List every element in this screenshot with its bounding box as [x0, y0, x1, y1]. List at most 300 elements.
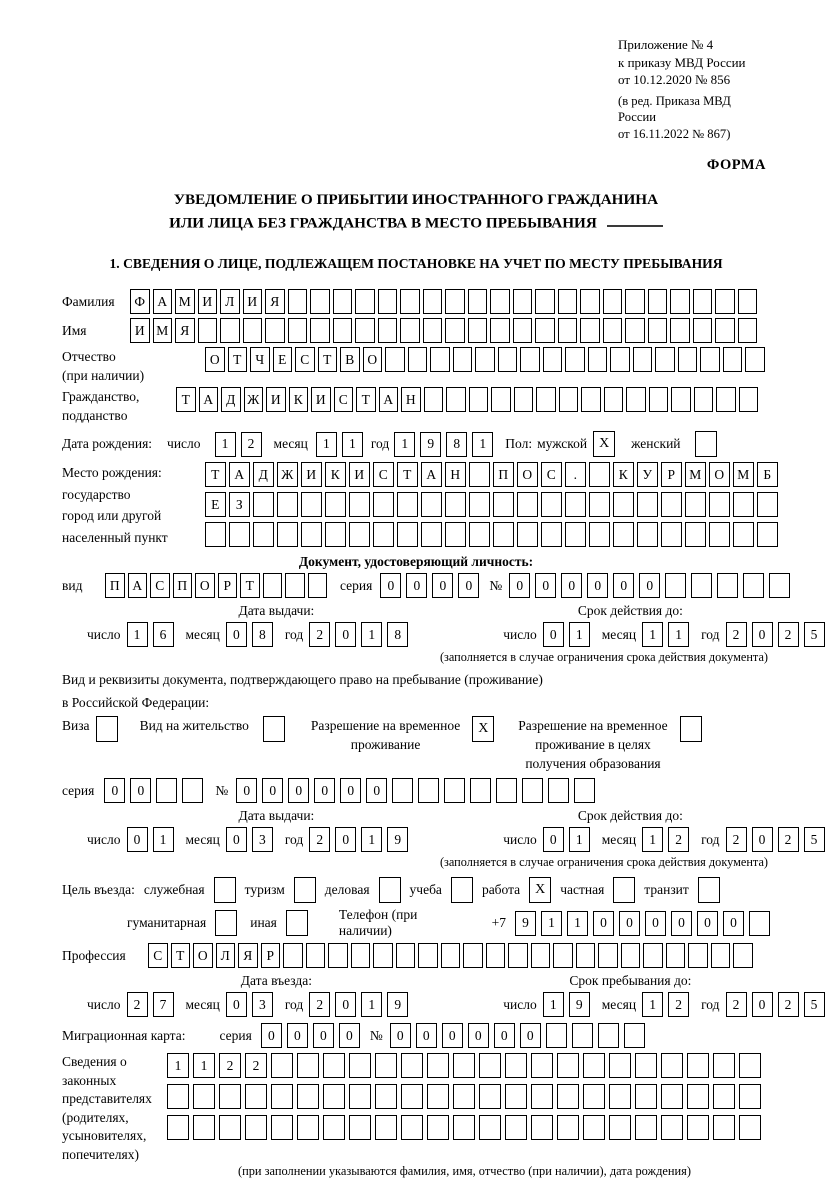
representatives-row2-cells[interactable]	[167, 1084, 762, 1109]
permit-dates-row	[62, 827, 818, 852]
cell	[635, 1115, 657, 1140]
stay-year-cells[interactable]	[726, 992, 825, 1017]
cell: И	[311, 387, 331, 412]
cell	[598, 943, 618, 968]
cell: 1	[215, 432, 236, 457]
purpose-humanitarian-checkbox[interactable]	[215, 910, 237, 936]
cell	[635, 1084, 657, 1109]
cell	[531, 1084, 553, 1109]
temp-residence-edu-checkbox[interactable]	[680, 716, 702, 742]
stay-month-cells[interactable]	[642, 992, 689, 1017]
purpose-tourism-label: туризм	[244, 882, 285, 898]
cell: 1	[569, 622, 590, 647]
purpose-study-checkbox[interactable]	[451, 877, 473, 903]
cell: А	[199, 387, 219, 412]
birthplace-row2-cells[interactable]	[205, 492, 778, 517]
cell: 1	[316, 432, 337, 457]
birth-day-cells[interactable]	[215, 432, 262, 457]
cell: И	[266, 387, 286, 412]
doc-valid-month-cells[interactable]	[642, 622, 689, 647]
cell: И	[130, 318, 150, 343]
cell	[424, 387, 444, 412]
cell: 0	[494, 1023, 515, 1048]
doc-type-label: вид	[62, 577, 83, 593]
cell	[604, 387, 624, 412]
cell	[624, 1023, 645, 1048]
permit-dates-header	[62, 808, 770, 824]
migration-card-row	[62, 1023, 770, 1048]
cell: 0	[416, 1023, 437, 1048]
cell	[421, 492, 442, 517]
cell: К	[289, 387, 309, 412]
cell: Д	[253, 462, 274, 487]
cell	[717, 573, 738, 598]
cell: Р	[261, 943, 281, 968]
cell: 0	[313, 1023, 334, 1048]
permit-valid-month-cells[interactable]	[642, 827, 689, 852]
visa-option	[62, 716, 118, 742]
cell	[513, 318, 533, 343]
purpose-tourism-checkbox[interactable]	[294, 877, 316, 903]
cell	[490, 289, 510, 314]
cell: Е	[273, 347, 293, 372]
cell	[445, 492, 466, 517]
cell: П	[105, 573, 125, 598]
cell	[531, 1053, 553, 1078]
cell	[271, 1115, 293, 1140]
cell: Ч	[250, 347, 270, 372]
permit-issue-day-cells[interactable]	[127, 827, 174, 852]
cell	[453, 1053, 475, 1078]
cell: 1	[569, 827, 590, 852]
cell: 0	[104, 778, 125, 803]
appendix-line: от 10.12.2020 № 856	[618, 72, 731, 87]
cell	[418, 943, 438, 968]
birth-year-cells[interactable]	[394, 432, 493, 457]
cell: В	[340, 347, 360, 372]
cell: Н	[401, 387, 421, 412]
cell: 1	[361, 827, 382, 852]
cell	[333, 289, 353, 314]
cell	[385, 347, 405, 372]
female-checkbox[interactable]	[695, 431, 717, 457]
cell	[583, 1115, 605, 1140]
doc-issue-month-cells[interactable]	[226, 622, 273, 647]
cell: 0	[432, 573, 453, 598]
cell	[559, 387, 579, 412]
cell: П	[493, 462, 514, 487]
purpose-other-checkbox[interactable]	[286, 910, 308, 936]
cell	[687, 1115, 709, 1140]
entry-year-cells[interactable]	[309, 992, 408, 1017]
cell	[733, 522, 754, 547]
cell	[588, 347, 608, 372]
cell: 9	[420, 432, 441, 457]
cell	[557, 1084, 579, 1109]
cell: 0	[226, 622, 247, 647]
cell: 1	[167, 1053, 189, 1078]
surname-label: Фамилия	[62, 293, 115, 309]
cell	[493, 492, 514, 517]
cell	[486, 943, 506, 968]
profession-cells[interactable]	[148, 943, 753, 968]
doc-valid-year-cells[interactable]	[726, 622, 825, 647]
entry-date-header: Дата въезда:	[240, 973, 312, 989]
cell	[536, 387, 556, 412]
male-label: мужской	[537, 436, 588, 452]
cell: О	[205, 347, 225, 372]
cell: 3	[252, 992, 273, 1017]
cell: 1	[567, 911, 588, 936]
permit-issue-year-cells[interactable]	[309, 827, 408, 852]
entry-date-group: число 2 7 месяц 0 3 год 2 0 1 9	[87, 992, 408, 1017]
purpose-private-checkbox[interactable]	[613, 877, 635, 903]
cell: 1	[342, 432, 363, 457]
cell	[408, 347, 428, 372]
migcard-number-cells[interactable]	[390, 1023, 645, 1048]
cell: Т	[318, 347, 338, 372]
cell	[576, 943, 596, 968]
cell	[193, 1084, 215, 1109]
cell: 0	[261, 1023, 282, 1048]
cell: Т	[176, 387, 196, 412]
cell	[349, 1084, 371, 1109]
cell	[301, 522, 322, 547]
cell: 2	[219, 1053, 241, 1078]
cell	[609, 1053, 631, 1078]
residence-permit-checkbox[interactable]	[263, 716, 285, 742]
cell	[392, 778, 413, 803]
cell	[678, 347, 698, 372]
cell: 2	[309, 992, 330, 1017]
cell	[685, 492, 706, 517]
male-checkbox[interactable]: X	[593, 431, 615, 457]
cell	[769, 573, 790, 598]
cell	[589, 492, 610, 517]
cell	[219, 1084, 241, 1109]
cell	[475, 347, 495, 372]
edition-line: от 16.11.2022 № 867)	[618, 126, 731, 141]
stay-until-group: число 1 9 месяц 1 2 год 2 0 2 5	[503, 992, 824, 1017]
surname-cells[interactable]	[130, 289, 757, 314]
cell: Я	[175, 318, 195, 343]
title-line2: ИЛИ ЛИЦА БЕЗ ГРАЖДАНСТВА В МЕСТО ПРЕБЫВАНИЯ	[169, 214, 597, 232]
cell	[625, 318, 645, 343]
cell: С	[541, 462, 562, 487]
cell	[400, 318, 420, 343]
permit-number-cells[interactable]	[236, 778, 595, 803]
cell	[323, 1084, 345, 1109]
cell: С	[295, 347, 315, 372]
purpose-transit-label: транзит	[644, 882, 689, 898]
cell	[400, 289, 420, 314]
cell: 0	[339, 1023, 360, 1048]
cell: 8	[446, 432, 467, 457]
cell	[505, 1084, 527, 1109]
cell: Р	[661, 462, 682, 487]
purpose-transit-checkbox[interactable]	[698, 877, 720, 903]
cell: 2	[778, 827, 799, 852]
name-cells[interactable]	[130, 318, 757, 343]
birthplace-label: Место рождения: государство город или другой населенный пункт	[62, 465, 168, 545]
doc-dates-row	[62, 622, 818, 647]
doc-issue-day-cells[interactable]	[127, 622, 174, 647]
representatives-label: Сведения о законных представителях (родителях, усыновителях, попечителях)	[62, 1054, 152, 1162]
profession-row	[62, 943, 770, 968]
name-label: Имя	[62, 322, 87, 338]
cell	[265, 318, 285, 343]
cell	[397, 492, 418, 517]
cell: 0	[236, 778, 257, 803]
purpose-business-checkbox[interactable]	[379, 877, 401, 903]
cell: 7	[153, 992, 174, 1017]
cell: М	[175, 289, 195, 314]
cell: 2	[309, 622, 330, 647]
doc-issue-group: число 1 6 месяц 0 8 год 2 0 1 8	[87, 622, 408, 647]
patronymic-label: Отчество (при наличии)	[62, 349, 145, 384]
cell	[739, 1115, 761, 1140]
page-title	[62, 189, 770, 234]
cell	[469, 492, 490, 517]
cell	[427, 1115, 449, 1140]
cell: 0	[645, 911, 666, 936]
cell	[243, 318, 263, 343]
cell	[716, 387, 736, 412]
cell	[709, 522, 730, 547]
cell: 9	[569, 992, 590, 1017]
purpose-work-label: работа	[481, 882, 521, 898]
migcard-series-cells[interactable]	[261, 1023, 360, 1048]
cell	[373, 522, 394, 547]
cell	[229, 522, 250, 547]
migration-card-label: Миграционная карта:	[62, 1027, 186, 1043]
doc-valid-day-cells[interactable]	[543, 622, 590, 647]
cell: 0	[619, 911, 640, 936]
patronymic-cells[interactable]	[205, 347, 765, 372]
cell: Я	[238, 943, 258, 968]
cell: Ф	[130, 289, 150, 314]
cell: Н	[445, 462, 466, 487]
cell	[517, 492, 538, 517]
cell: 0	[335, 622, 356, 647]
cell	[468, 289, 488, 314]
representatives-row1-cells[interactable]	[167, 1053, 762, 1078]
cell: У	[637, 462, 658, 487]
permit-valid-day-cells[interactable]	[543, 827, 590, 852]
cell	[167, 1084, 189, 1109]
cell: И	[198, 289, 218, 314]
cell	[479, 1053, 501, 1078]
cell: 0	[130, 778, 151, 803]
representatives-note: (при заполнении указываются фамилия, имя, отчество (при наличии), дата рождения)	[237, 1164, 692, 1179]
cell: 0	[752, 827, 773, 852]
cell: 0	[287, 1023, 308, 1048]
series-label: серия	[340, 577, 373, 593]
cell	[541, 492, 562, 517]
cell	[446, 387, 466, 412]
cell: 0	[288, 778, 309, 803]
cell: Т	[356, 387, 376, 412]
phone-cells[interactable]	[515, 911, 770, 936]
stay-day-cells[interactable]	[543, 992, 590, 1017]
cell: 0	[671, 911, 692, 936]
issue-date-header: Дата выдачи:	[238, 603, 315, 619]
cell	[609, 1084, 631, 1109]
phone-prefix: +7	[491, 915, 506, 931]
cell	[323, 1115, 345, 1140]
cell: Р	[218, 573, 238, 598]
permit-series-cells[interactable]	[104, 778, 203, 803]
cell	[565, 492, 586, 517]
doc-number-cells[interactable]	[509, 573, 790, 598]
permit-valid-year-cells[interactable]	[726, 827, 825, 852]
visa-checkbox[interactable]	[96, 716, 118, 742]
cell	[565, 347, 585, 372]
cell: 2	[127, 992, 148, 1017]
cell: 0	[262, 778, 283, 803]
purpose-other-label: иная	[250, 915, 277, 931]
cell	[401, 1084, 423, 1109]
cell: 0	[613, 573, 634, 598]
cell: 2	[726, 622, 747, 647]
cell	[739, 1053, 761, 1078]
permit-issue-month-cells[interactable]	[226, 827, 273, 852]
entry-month-cells[interactable]	[226, 992, 273, 1017]
cell	[193, 1115, 215, 1140]
cell: 0	[366, 778, 387, 803]
cell	[558, 289, 578, 314]
cell	[621, 943, 641, 968]
cell	[401, 1053, 423, 1078]
cell	[713, 1053, 735, 1078]
cell: .	[565, 462, 586, 487]
citizenship-cells[interactable]	[176, 387, 758, 412]
cell: 0	[335, 992, 356, 1017]
cell: 0	[543, 827, 564, 852]
series-label: серия	[62, 782, 95, 798]
cell	[325, 492, 346, 517]
purpose-label: Цель въезда:	[62, 882, 135, 898]
cell	[375, 1115, 397, 1140]
cell	[687, 1084, 709, 1109]
residence-permit-option	[140, 716, 285, 742]
id-doc-row	[62, 573, 770, 598]
birth-month-cells[interactable]	[316, 432, 363, 457]
birthplace-row3-cells[interactable]	[205, 522, 778, 547]
entry-day-cells[interactable]	[127, 992, 174, 1017]
birthplace-row1-cells[interactable]	[205, 462, 778, 487]
cell	[427, 1084, 449, 1109]
cell: О	[517, 462, 538, 487]
year-label: год	[370, 436, 390, 452]
cell	[277, 522, 298, 547]
cell	[479, 1084, 501, 1109]
cell	[245, 1084, 267, 1109]
cell	[496, 778, 517, 803]
cell	[637, 492, 658, 517]
cell: 0	[520, 1023, 541, 1048]
purpose-work-checkbox[interactable]: X	[529, 877, 551, 903]
cell	[493, 522, 514, 547]
cell	[219, 1115, 241, 1140]
cell: Л	[220, 289, 240, 314]
cell	[693, 318, 713, 343]
cell: 0	[380, 573, 401, 598]
valid-until-header: Срок действия до:	[577, 808, 683, 824]
cell: 3	[252, 827, 273, 852]
valid-until-header: Срок действия до:	[577, 603, 683, 619]
birthdate-label: Дата рождения:	[62, 436, 153, 452]
cell: 0	[535, 573, 556, 598]
form-label: ФОРМА	[706, 157, 766, 173]
section1-heading: 1. СВЕДЕНИЯ О ЛИЦЕ, ПОДЛЕЖАЩЕМ ПОСТАНОВКЕ НА УЧЕТ ПО МЕСТУ ПРЕБЫВАНИЯ	[109, 256, 723, 272]
cell: С	[148, 943, 168, 968]
doc-type-cells[interactable]	[105, 573, 327, 598]
cell	[378, 318, 398, 343]
citizenship-row	[62, 387, 770, 425]
cell	[351, 943, 371, 968]
cell: С	[150, 573, 170, 598]
cell	[739, 387, 759, 412]
doc-series-cells[interactable]	[380, 573, 479, 598]
patronymic-row	[62, 347, 770, 385]
cell: Е	[205, 492, 226, 517]
cell	[271, 1084, 293, 1109]
cell	[373, 492, 394, 517]
temp-residence-label: Разрешение на временное проживание	[310, 718, 461, 753]
appendix-line: к приказу МВД России	[618, 54, 746, 70]
permit-valid-group: число 0 1 месяц 1 2 год 2 0 2 5	[503, 827, 824, 852]
cell	[418, 778, 439, 803]
entry-dates-row	[62, 992, 818, 1017]
cell: Т	[205, 462, 226, 487]
cell	[749, 911, 770, 936]
purpose-official-checkbox[interactable]	[214, 877, 236, 903]
cell	[745, 347, 765, 372]
cell	[427, 1053, 449, 1078]
temp-residence-option	[311, 716, 494, 754]
cell	[655, 347, 675, 372]
temp-residence-checkbox[interactable]: X	[472, 716, 494, 742]
permit-series-row	[62, 778, 770, 803]
cell	[671, 387, 691, 412]
cell: 0	[561, 573, 582, 598]
cell	[378, 289, 398, 314]
cell	[553, 943, 573, 968]
doc-issue-year-cells[interactable]	[309, 622, 408, 647]
sex-label: Пол:	[505, 436, 533, 452]
cell	[423, 289, 443, 314]
cell	[713, 1115, 735, 1140]
cell: 5	[804, 622, 825, 647]
representatives-row3-cells[interactable]	[167, 1115, 762, 1140]
cell: 0	[543, 622, 564, 647]
cell	[520, 347, 540, 372]
representatives-block	[62, 1053, 770, 1179]
cell: 2	[668, 827, 689, 852]
cell	[535, 289, 555, 314]
cell	[325, 522, 346, 547]
cell: 2	[778, 622, 799, 647]
cell	[580, 318, 600, 343]
cell	[693, 289, 713, 314]
cell	[397, 522, 418, 547]
cell: Т	[240, 573, 260, 598]
cell	[220, 318, 240, 343]
doc-dates-header	[62, 603, 770, 619]
cell	[757, 492, 778, 517]
cell: Я	[265, 289, 285, 314]
